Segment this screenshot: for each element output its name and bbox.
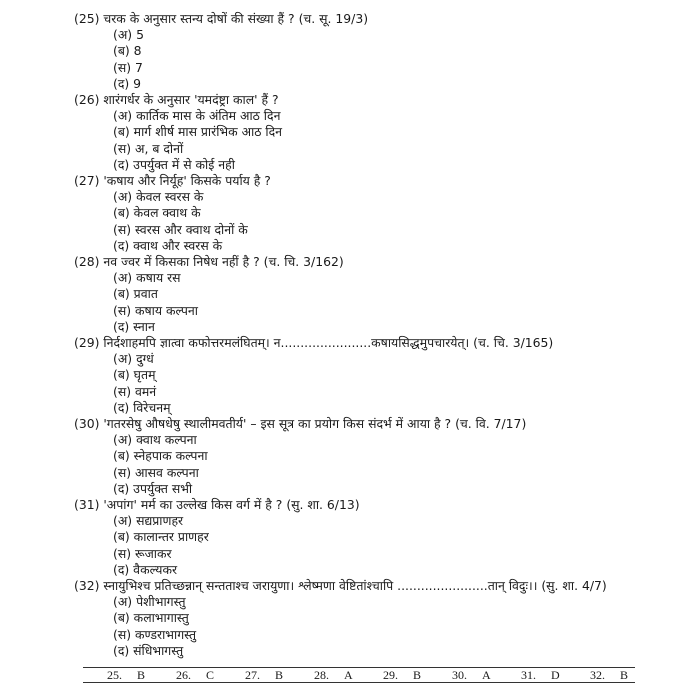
- question-31: (31) 'अपांग' मर्म का उल्लेख किस वर्ग में है ? (सु. शा. 6/13): [74, 497, 360, 512]
- question-26-option: (स) अ, ब दोनों: [113, 140, 184, 156]
- question-32-option: (अ) पेशीभागस्तु: [113, 594, 186, 610]
- answer-key-answer: D: [551, 668, 560, 682]
- question-28-option: (द) स्नान: [113, 318, 155, 334]
- question-27-option: (द) क्वाथ और स्वरस के: [113, 237, 223, 253]
- question-27: (27) 'कषाय और निर्यूह' किसके पर्याय है ?: [74, 173, 271, 188]
- question-32-option: (ब) कलाभागास्तु: [113, 610, 189, 626]
- question-30-option: (स) आसव कल्पना: [113, 464, 199, 480]
- question-32-option: (स) कण्डराभागस्तु: [113, 626, 197, 642]
- question-29-option: (स) वमनं: [113, 383, 157, 399]
- question-25-option: (द) 9: [113, 75, 142, 91]
- answer-key-question-number: 26.: [176, 668, 191, 682]
- answer-key: [83, 668, 635, 683]
- answer-key-question-number: 30.: [452, 668, 467, 682]
- question-30-option: (ब) स्नेहपाक कल्पना: [113, 448, 208, 464]
- question-26-option: (द) उपर्युक्त में से कोई नही: [113, 156, 235, 172]
- question-31-option: (स) रूजाकर: [113, 545, 172, 561]
- question-31-option: (द) वैकल्यकर: [113, 561, 178, 577]
- question-30-option: (द) उपर्युक्त सभी: [113, 480, 193, 496]
- answer-key-answer: A: [482, 668, 491, 682]
- question-32: (32) स्नायुभिश्च प्रतिच्छन्नान् सन्तताश्च जरायुणा। श्लेष्मणा वेष्टितांश्चापि .......................तान् विदुः।। (सु. शा. 4/7): [74, 578, 607, 593]
- question-28-option: (अ) कषाय रस: [113, 270, 181, 286]
- question-28-option: (ब) प्रवात: [113, 286, 158, 302]
- answer-key-question-number: 28.: [314, 668, 329, 682]
- question-27-option: (ब) केवल क्वाथ के: [113, 205, 201, 221]
- answer-key-answer: B: [137, 668, 146, 682]
- answer-key-question-number: 31.: [521, 668, 536, 682]
- question-26: (26) शारंगर्धर के अनुसार 'यमदंष्ट्रा काल' हैं ?: [74, 92, 279, 107]
- answer-key-answer: B: [620, 668, 629, 682]
- question-31-option: (ब) कालान्तर प्राणहर: [113, 529, 209, 545]
- answer-key-answer: A: [344, 668, 353, 682]
- question-32-option: (द) संधिभागस्तु: [113, 642, 184, 658]
- question-26-option: (अ) कार्तिक मास के अंतिम आठ दिन: [113, 108, 281, 124]
- answer-key-answer: B: [413, 668, 422, 682]
- answer-key-question-number: 25.: [107, 668, 122, 682]
- question-29-option: (ब) घृतम्: [113, 367, 156, 383]
- question-30-option: (अ) क्वाथ कल्पना: [113, 432, 197, 448]
- question-29-option: (द) विरेचनम्: [113, 399, 171, 415]
- question-29-option: (अ) दुग्धं: [113, 351, 154, 367]
- question-31-option: (अ) सद्यप्राणहर: [113, 513, 184, 529]
- question-25: (25) चरक के अनुसार स्तन्य दोषों की संख्या हैं ? (च. सू. 19/3): [74, 11, 369, 26]
- question-25-option: (स) 7: [113, 59, 143, 75]
- question-27-option: (स) स्वरस और क्वाथ दोनों के: [113, 221, 248, 237]
- question-28: (28) नव ज्वर में किसका निषेध नहीं है ? (च. चि. 3/162): [74, 254, 344, 269]
- answer-key-question-number: 29.: [383, 668, 398, 682]
- question-29: (29) निर्दशाहमपि ज्ञात्वा कफोत्तरमलंघितम्। न.......................कषायसिद्धमुपचारयेत्। (च. चि. 3/165): [74, 335, 554, 350]
- question-25-option: (ब) 8: [113, 43, 142, 59]
- answer-key-answer: B: [275, 668, 284, 682]
- question-27-option: (अ) केवल स्वरस के: [113, 189, 204, 205]
- question-25-option: (अ) 5: [113, 27, 144, 43]
- question-30: (30) 'गतरसेषु औषधेषु स्थालीमवतीर्य' – इस सूत्र का प्रयोग किस संदर्भ में आया है ? (च. वि. 7/17): [74, 416, 527, 431]
- answer-key-answer: C: [206, 668, 215, 682]
- answer-key-question-number: 27.: [245, 668, 260, 682]
- question-28-option: (स) कषाय कल्पना: [113, 302, 198, 318]
- answer-key-question-number: 32.: [590, 668, 605, 682]
- question-26-option: (ब) मार्ग शीर्ष मास प्रारंभिक आठ दिन: [113, 124, 283, 140]
